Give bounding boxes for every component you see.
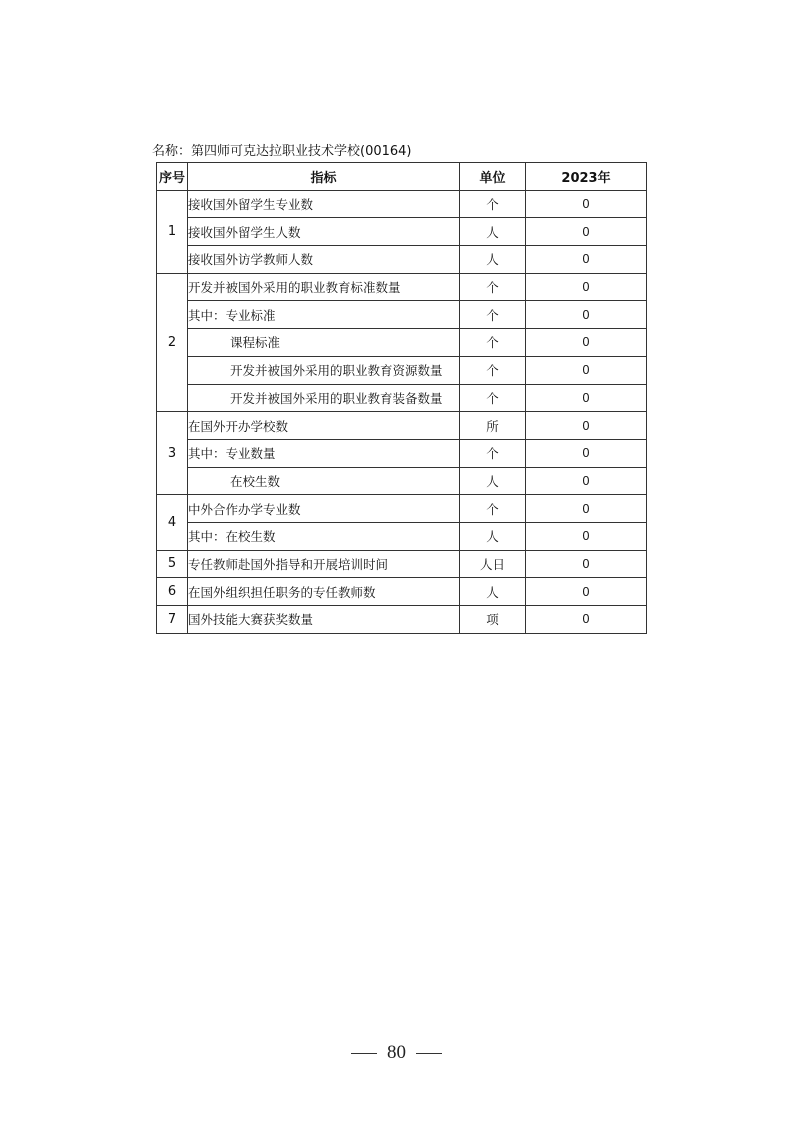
unit-cell: 人 xyxy=(460,467,526,495)
seq-cell: 1 xyxy=(157,190,188,273)
seq-cell: 6 xyxy=(157,578,188,606)
unit-cell: 个 xyxy=(460,439,526,467)
indicator-cell: 接收国外留学生人数 xyxy=(188,218,460,246)
table-row xyxy=(157,218,647,246)
table-row xyxy=(157,439,647,467)
unit-cell: 人 xyxy=(460,522,526,550)
table-row xyxy=(157,356,647,384)
indicator-cell: 中外合作办学专业数 xyxy=(188,495,460,523)
header-seq: 序号 xyxy=(157,163,188,191)
value-cell: 0 xyxy=(526,329,647,357)
table-row xyxy=(157,273,647,301)
value-cell: 0 xyxy=(526,522,647,550)
value-cell: 0 xyxy=(526,606,647,634)
unit-cell: 人 xyxy=(460,246,526,274)
indicator-cell: 国外技能大赛获奖数量 xyxy=(188,606,460,634)
header-indicator: 指标 xyxy=(188,163,460,191)
indicator-cell: 在校生数 xyxy=(188,467,460,495)
indicator-cell: 开发并被国外采用的职业教育标准数量 xyxy=(188,273,460,301)
seq-cell: 4 xyxy=(157,495,188,550)
unit-cell: 个 xyxy=(460,384,526,412)
value-cell: 0 xyxy=(526,356,647,384)
indicator-cell: 在国外组织担任职务的专任教师数 xyxy=(188,578,460,606)
unit-cell: 人日 xyxy=(460,550,526,578)
value-cell: 0 xyxy=(526,412,647,440)
unit-cell: 个 xyxy=(460,190,526,218)
unit-cell: 所 xyxy=(460,412,526,440)
header-year: 2023年 xyxy=(526,163,647,191)
indicator-cell: 接收国外留学生专业数 xyxy=(188,190,460,218)
table-row xyxy=(157,384,647,412)
table-row xyxy=(157,412,647,440)
table-body xyxy=(157,190,647,633)
indicator-cell: 其中：在校生数 xyxy=(188,522,460,550)
table-row xyxy=(157,190,647,218)
table-row xyxy=(157,522,647,550)
table-row xyxy=(157,301,647,329)
seq-cell: 2 xyxy=(157,273,188,411)
seq-cell: 7 xyxy=(157,606,188,634)
value-cell: 0 xyxy=(526,495,647,523)
table-row xyxy=(157,578,647,606)
value-cell: 0 xyxy=(526,578,647,606)
indicator-cell: 开发并被国外采用的职业教育资源数量 xyxy=(188,356,460,384)
unit-cell: 人 xyxy=(460,218,526,246)
unit-cell: 个 xyxy=(460,273,526,301)
unit-cell: 个 xyxy=(460,495,526,523)
indicator-cell: 其中：专业数量 xyxy=(188,439,460,467)
value-cell: 0 xyxy=(526,384,647,412)
footer-dash-left xyxy=(351,1053,377,1054)
unit-cell: 个 xyxy=(460,329,526,357)
unit-cell: 项 xyxy=(460,606,526,634)
value-cell: 0 xyxy=(526,301,647,329)
seq-cell: 3 xyxy=(157,412,188,495)
value-cell: 0 xyxy=(526,190,647,218)
indicator-cell: 接收国外访学教师人数 xyxy=(188,246,460,274)
table-caption: 名称：第四师可克达拉职业技术学校(00164) xyxy=(152,144,412,159)
indicator-cell: 专任教师赴国外指导和开展培训时间 xyxy=(188,550,460,578)
table-row xyxy=(157,495,647,523)
value-cell: 0 xyxy=(526,439,647,467)
indicator-cell: 在国外开办学校数 xyxy=(188,412,460,440)
table-header-row xyxy=(157,163,647,191)
table-row xyxy=(157,550,647,578)
header-unit: 单位 xyxy=(460,163,526,191)
unit-cell: 个 xyxy=(460,356,526,384)
unit-cell: 人 xyxy=(460,578,526,606)
value-cell: 0 xyxy=(526,246,647,274)
value-cell: 0 xyxy=(526,218,647,246)
table-row xyxy=(157,606,647,634)
footer-dash-right xyxy=(416,1053,442,1054)
table-row xyxy=(157,246,647,274)
page-number: 80 xyxy=(387,1042,406,1063)
value-cell: 0 xyxy=(526,273,647,301)
page-footer xyxy=(0,1042,793,1064)
unit-cell: 个 xyxy=(460,301,526,329)
value-cell: 0 xyxy=(526,550,647,578)
international-cooperation-table xyxy=(156,162,647,634)
table-row xyxy=(157,467,647,495)
table-row xyxy=(157,329,647,357)
indicator-cell: 课程标准 xyxy=(188,329,460,357)
seq-cell: 5 xyxy=(157,550,188,578)
indicator-cell: 开发并被国外采用的职业教育装备数量 xyxy=(188,384,460,412)
value-cell: 0 xyxy=(526,467,647,495)
indicator-cell: 其中：专业标准 xyxy=(188,301,460,329)
